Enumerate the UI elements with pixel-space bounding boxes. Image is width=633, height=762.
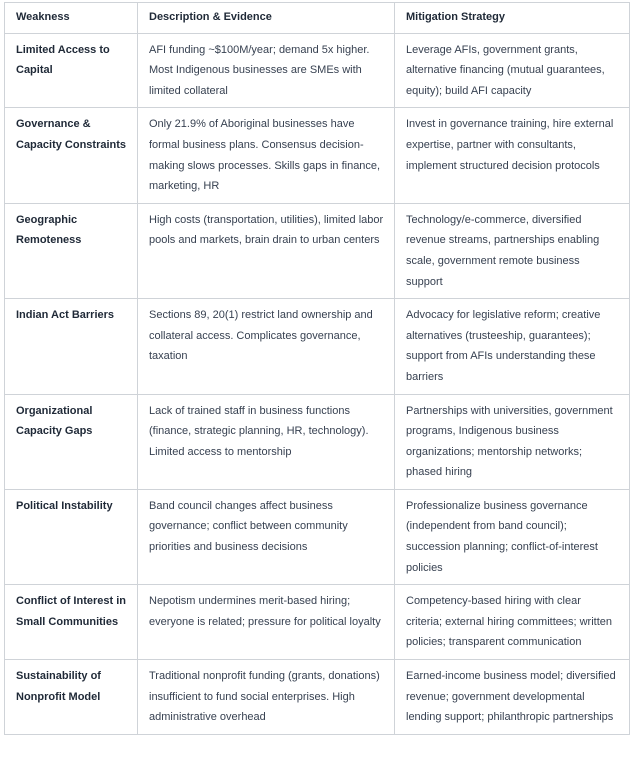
header-weakness: Weakness xyxy=(5,3,138,34)
table-row xyxy=(5,108,630,203)
weakness-cell: Geographic Remoteness xyxy=(5,203,138,298)
table-row xyxy=(5,585,630,660)
weakness-cell: Indian Act Barriers xyxy=(5,299,138,394)
description-cell: Sections 89, 20(1) restrict land ownership and collateral access. Complicates governance, taxation xyxy=(138,299,395,394)
mitigation-cell: Leverage AFIs, government grants, alternative financing (mutual guarantees, equity); build AFI capacity xyxy=(395,33,630,108)
weakness-cell: Governance & Capacity Constraints xyxy=(5,108,138,203)
mitigation-cell: Advocacy for legislative reform; creative alternatives (trusteeship, guarantees); support from AFIs understanding these barriers xyxy=(395,299,630,394)
weakness-cell: Limited Access to Capital xyxy=(5,33,138,108)
table-row xyxy=(5,489,630,584)
description-cell: Traditional nonprofit funding (grants, donations) insufficient to fund social enterprises. High administrative overhead xyxy=(138,660,395,735)
mitigation-cell: Invest in governance training, hire external expertise, partner with consultants, implement structured decision protocols xyxy=(395,108,630,203)
table-row xyxy=(5,33,630,108)
description-cell: Lack of trained staff in business functions (finance, strategic planning, HR, technology). Limited access to mentorship xyxy=(138,394,395,489)
description-cell: Band council changes affect business governance; conflict between community priorities and business decisions xyxy=(138,489,395,584)
table-row xyxy=(5,299,630,394)
header-mitigation: Mitigation Strategy xyxy=(395,3,630,34)
mitigation-cell: Competency-based hiring with clear criteria; external hiring committees; written policies; transparent communication xyxy=(395,585,630,660)
table-header-row xyxy=(5,3,630,34)
mitigation-cell: Technology/e-commerce, diversified revenue streams, partnerships enabling scale, government remote business support xyxy=(395,203,630,298)
description-cell: Nepotism undermines merit-based hiring; everyone is related; pressure for political loyalty xyxy=(138,585,395,660)
header-description: Description & Evidence xyxy=(138,3,395,34)
mitigation-cell: Partnerships with universities, government programs, Indigenous business organizations; mentorship networks; phased hiring xyxy=(395,394,630,489)
weakness-table xyxy=(4,2,630,735)
description-cell: High costs (transportation, utilities), limited labor pools and markets, brain drain to urban centers xyxy=(138,203,395,298)
table-row xyxy=(5,394,630,489)
description-cell: Only 21.9% of Aboriginal businesses have formal business plans. Consensus decision-making slows processes. Skills gaps in finance, marketing, HR xyxy=(138,108,395,203)
weakness-cell: Organizational Capacity Gaps xyxy=(5,394,138,489)
weakness-cell: Political Instability xyxy=(5,489,138,584)
mitigation-cell: Earned-income business model; diversified revenue; government developmental lending support; philanthropic partnerships xyxy=(395,660,630,735)
mitigation-cell: Professionalize business governance (independent from band council); succession planning; conflict-of-interest policies xyxy=(395,489,630,584)
weakness-cell: Sustainability of Nonprofit Model xyxy=(5,660,138,735)
table-row xyxy=(5,203,630,298)
table-row xyxy=(5,660,630,735)
description-cell: AFI funding ~$100M/year; demand 5x higher. Most Indigenous businesses are SMEs with limited collateral xyxy=(138,33,395,108)
weakness-cell: Conflict of Interest in Small Communities xyxy=(5,585,138,660)
